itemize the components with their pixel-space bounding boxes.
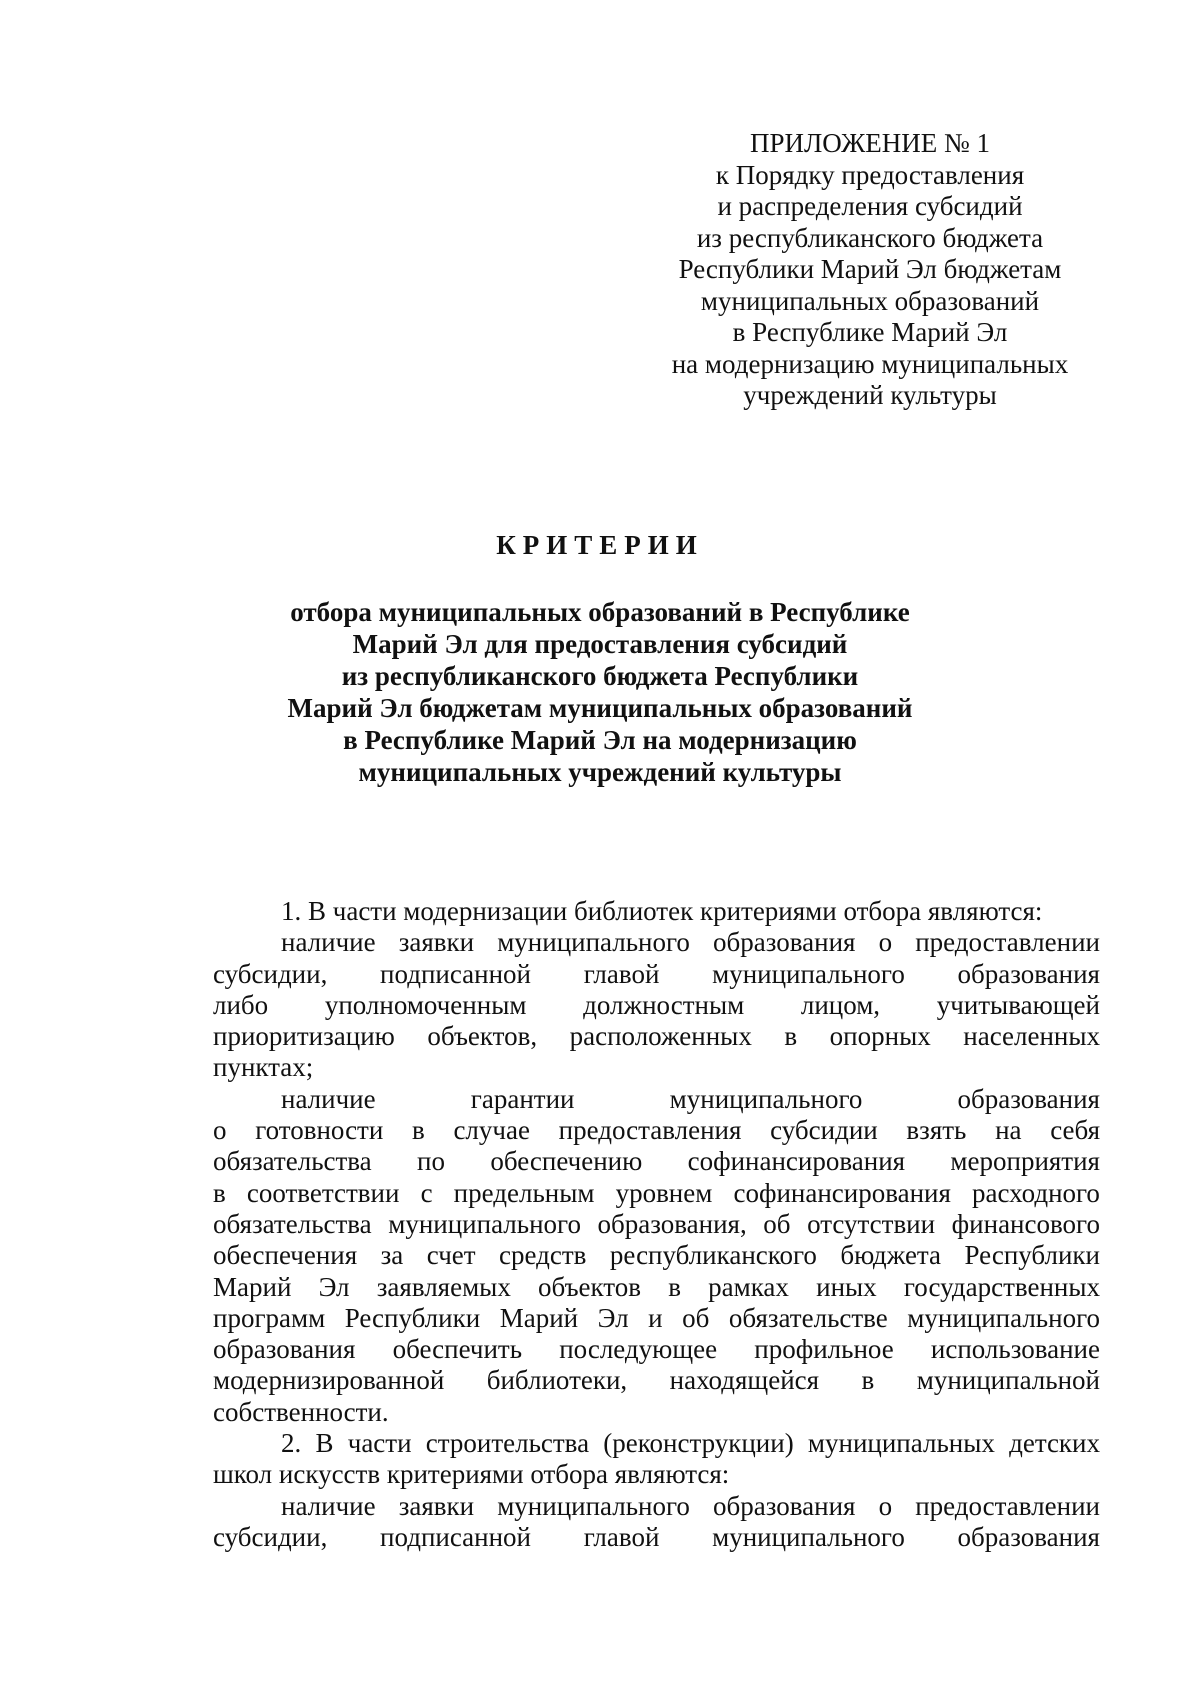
body-word: о — [878, 927, 893, 958]
body-word: случае — [453, 1115, 530, 1146]
body-word: расположенных — [569, 1021, 752, 1052]
body-word: наличие — [281, 1083, 376, 1114]
body-word: уполномоченным — [324, 989, 527, 1020]
body-word: Эл — [318, 1271, 350, 1302]
body-line: пунктах; — [213, 1052, 314, 1083]
body-line — [213, 1491, 1100, 1522]
body-word: программ — [213, 1302, 326, 1333]
body-word: заявки — [398, 1490, 475, 1521]
body-word: обеспечения — [213, 1240, 358, 1271]
body-line — [213, 1084, 1100, 1115]
body-word: должностным — [583, 989, 745, 1020]
body-word: мероприятия — [950, 1146, 1100, 1177]
subtitle-line: муниципальных учреждений культуры — [358, 757, 842, 787]
body-line — [213, 1272, 1100, 1303]
body-word: использование — [930, 1334, 1100, 1365]
body-word: населенных — [963, 1021, 1100, 1052]
body-word: подписанной — [380, 1521, 531, 1552]
body-word: образования — [957, 1521, 1100, 1552]
body-word: детских — [1009, 1428, 1100, 1459]
body-word: обеспечить — [392, 1334, 523, 1365]
body-word: муниципальной — [916, 1365, 1100, 1396]
body-word: в — [213, 1177, 226, 1208]
body-word: иных — [816, 1271, 877, 1302]
body-word: предельным — [453, 1177, 595, 1208]
body-word: готовности — [255, 1115, 384, 1146]
body-word: учитывающей — [936, 989, 1100, 1020]
appendix-line: к Порядку предоставления — [715, 159, 1025, 190]
appendix-line: учреждений культуры — [743, 380, 997, 410]
body-word: об — [763, 1208, 791, 1239]
body-word: в — [412, 1115, 425, 1146]
body-line — [213, 1334, 1100, 1365]
body-line — [213, 1115, 1100, 1146]
body-line — [213, 1365, 1100, 1396]
body-line — [213, 1146, 1100, 1177]
body-line — [213, 1209, 1100, 1240]
body-line — [213, 959, 1100, 990]
body-word: муниципального — [907, 1302, 1100, 1333]
document-subtitle — [230, 596, 970, 788]
body-word: на — [995, 1115, 1022, 1146]
body-word: муниципальных — [807, 1428, 995, 1459]
body-word: и — [648, 1302, 663, 1333]
appendix-line: и распределения субсидий — [717, 191, 1023, 221]
body-word: главой — [583, 958, 660, 989]
body-word: софинансирования — [733, 1177, 951, 1208]
body-word: муниципального — [388, 1208, 581, 1239]
body-word: муниципального — [497, 1490, 690, 1521]
body-word: предоставлении — [915, 1490, 1100, 1521]
body-word: заявляемых — [376, 1271, 511, 1302]
body-word: софинансирования — [687, 1146, 906, 1177]
body-word: лицом, — [800, 989, 881, 1020]
body-word: предоставления — [558, 1115, 742, 1146]
appendix-header — [640, 128, 1100, 412]
body-word: части — [347, 1428, 412, 1459]
body-line — [213, 1021, 1100, 1052]
body-word: в — [668, 1271, 681, 1302]
subtitle-line: из республиканского бюджета Республики — [341, 661, 859, 691]
body-word: в — [784, 1021, 798, 1052]
body-word: образования — [957, 958, 1100, 989]
body-word: образования — [957, 1083, 1100, 1114]
document-body — [213, 896, 1100, 1553]
appendix-line: из республиканского бюджета — [696, 222, 1044, 253]
body-word: главой — [583, 1521, 660, 1552]
body-word: уровнем — [615, 1177, 713, 1208]
body-line — [213, 927, 1100, 958]
body-line — [213, 990, 1100, 1021]
body-word: строительства — [425, 1428, 590, 1459]
body-word: по — [417, 1146, 445, 1177]
body-line: школ искусств критериями отбора являются: — [213, 1459, 730, 1490]
body-word: отсутствии — [807, 1208, 936, 1239]
body-word: подписанной — [380, 958, 531, 989]
body-line: собственности. — [213, 1396, 389, 1427]
body-word: образования — [213, 1334, 356, 1365]
body-word: о — [878, 1490, 893, 1521]
body-word: Республики — [964, 1240, 1100, 1271]
subtitle-line: Марий Эл бюджетам муниципальных образований — [287, 693, 913, 723]
body-word: счет — [426, 1240, 476, 1271]
appendix-line: муниципальных образований — [700, 285, 1040, 316]
subtitle-line: отбора муниципальных образований в Республике — [290, 597, 910, 627]
body-word: о — [213, 1115, 227, 1146]
body-word: библиотеки, — [486, 1365, 628, 1396]
body-word: приоритизацию — [213, 1021, 395, 1052]
appendix-line: Республики Марий Эл бюджетам — [678, 254, 1062, 284]
body-line — [213, 1428, 1100, 1459]
body-word: республиканского — [609, 1240, 817, 1271]
body-word: бюджета — [840, 1240, 942, 1271]
body-line — [213, 1303, 1100, 1334]
body-word: муниципального — [712, 958, 905, 989]
body-word: обеспечению — [490, 1146, 643, 1177]
body-word: муниципального — [712, 1521, 905, 1552]
subtitle-line: Марий Эл для предоставления субсидий — [352, 629, 848, 659]
body-word: В — [315, 1428, 334, 1459]
body-word: средств — [499, 1240, 587, 1271]
body-line — [213, 1178, 1100, 1209]
body-word: находящейся — [669, 1365, 820, 1396]
body-word: последующее — [559, 1334, 718, 1365]
body-line — [213, 1522, 1100, 1553]
body-word: объектов — [538, 1271, 641, 1302]
body-word: рамках — [708, 1271, 789, 1302]
body-word: муниципального — [497, 927, 690, 958]
body-word: профильное — [754, 1334, 894, 1365]
body-word: Республики — [344, 1302, 481, 1333]
body-word: Марий — [213, 1271, 292, 1302]
body-word: с — [420, 1177, 433, 1208]
body-word: гарантии — [470, 1083, 575, 1114]
body-word: (реконструкции) — [603, 1428, 794, 1459]
body-word: обязательстве — [728, 1302, 888, 1333]
body-word: образования — [713, 927, 856, 958]
body-word: наличие — [281, 1490, 376, 1521]
body-word: в — [861, 1365, 875, 1396]
body-word: субсидии, — [213, 1521, 328, 1552]
body-word: обязательства — [213, 1146, 372, 1177]
body-word: Эл — [597, 1302, 629, 1333]
body-word: расходного — [972, 1177, 1100, 1208]
body-word: образования — [713, 1490, 856, 1521]
appendix-line: ПРИЛОЖЕНИЕ № 1 — [749, 128, 991, 158]
body-word: муниципального — [669, 1083, 863, 1114]
appendix-line: на модернизацию муниципальных — [671, 348, 1069, 379]
body-word: объектов, — [427, 1021, 538, 1052]
body-word: 2. — [281, 1428, 302, 1459]
body-word: наличие — [281, 927, 376, 958]
document-title: КРИТЕРИИ — [496, 530, 704, 560]
body-word: Марий — [499, 1302, 579, 1333]
body-word: либо — [213, 989, 269, 1020]
subtitle-line: в Республике Марий Эл на модернизацию — [343, 725, 857, 755]
body-line: 1. В части модернизации библиотек критериями отбора являются: — [281, 896, 1043, 926]
body-word: субсидии — [770, 1115, 878, 1146]
body-word: модернизированной — [213, 1365, 445, 1396]
body-word: предоставлении — [915, 927, 1100, 958]
body-word: заявки — [398, 927, 475, 958]
body-word: обязательства — [213, 1208, 372, 1239]
body-word: государственных — [903, 1271, 1100, 1302]
body-word: образования, — [597, 1208, 747, 1239]
body-word: взять — [906, 1115, 967, 1146]
body-word: опорных — [829, 1021, 931, 1052]
body-word: об — [682, 1302, 710, 1333]
body-line — [213, 1240, 1100, 1271]
body-word: за — [380, 1240, 404, 1271]
appendix-line: в Республике Марий Эл — [732, 317, 1008, 347]
body-word: себя — [1050, 1115, 1100, 1146]
body-word: субсидии, — [213, 958, 328, 989]
body-word: финансового — [951, 1208, 1100, 1239]
body-word: соответствии — [246, 1177, 400, 1208]
